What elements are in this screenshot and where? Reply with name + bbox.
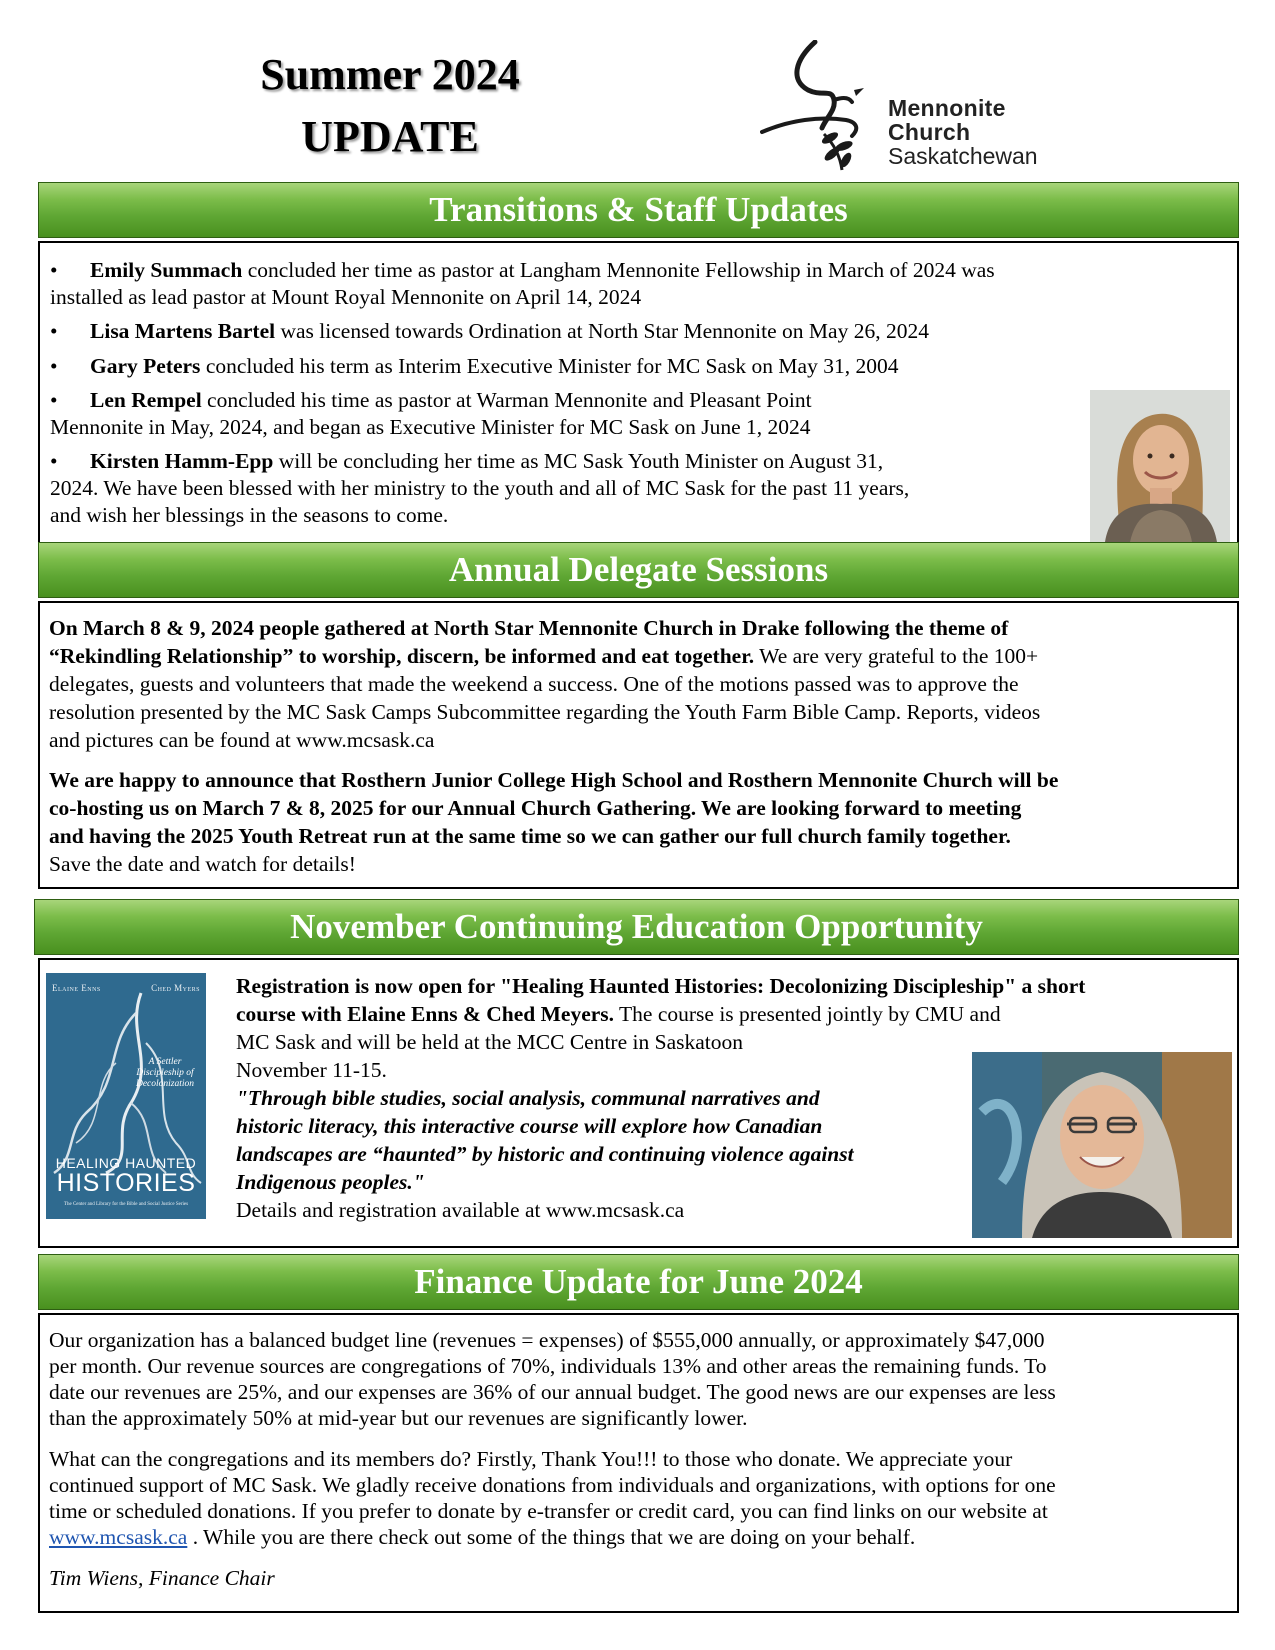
delegate-p1-line-2: “Rekindling Relationship” to worship, discern, be informed and eat together. We are very grateful to the 100+ bbox=[49, 644, 1039, 668]
finance-p1-line-1: Our organization has a balanced budget line (revenues = expenses) of $555,000 annually, or approximately $47,000 bbox=[49, 1328, 1045, 1352]
logo-wordmark bbox=[888, 96, 1038, 168]
transition-item-5: • Kirsten Hamm-Epp will be concluding her time as MC Sask Youth Minister on August 31, bbox=[50, 449, 884, 473]
delegate-p1-line-5: and pictures can be found at www.mcsask.ca bbox=[49, 728, 435, 752]
delegate-p2-line-2: co-hosting us on March 7 & 8, 2025 for our Annual Church Gathering. We are looking forward to meeting bbox=[49, 796, 1022, 820]
page-title bbox=[200, 44, 580, 168]
delegate-p1-line-3: delegates, guests and volunteers that made the weekend a success. One of the motions passed was to approve the bbox=[49, 672, 1019, 696]
delegate-p2-line-4: Save the date and watch for details! bbox=[49, 852, 356, 876]
education-quote-line-4: Indigenous peoples." bbox=[236, 1170, 425, 1194]
transition-item-5-line-2: 2024. We have been blessed with her ministry to the youth and all of MC Sask for the past 11 years, bbox=[50, 476, 910, 500]
title-line-2: UPDATE bbox=[301, 112, 479, 161]
finance-p2-line-3: time or scheduled donations. If you prefer to donate by e-transfer or credit card, you can find links on our website at bbox=[49, 1499, 1048, 1523]
elaine-enns-photo bbox=[972, 1052, 1232, 1238]
mcsask-website-link[interactable]: www.mcsask.ca bbox=[49, 1525, 188, 1549]
transition-item-3: • Gary Peters concluded his term as Interim Executive Minister for MC Sask on May 31, 2004 bbox=[50, 354, 899, 378]
book-title-1: HEALING HAUNTED bbox=[55, 1155, 197, 1171]
finance-box bbox=[38, 1313, 1239, 1613]
finance-p1-line-4: than the approximately 50% at mid-year but our revenues are significantly lower. bbox=[49, 1406, 748, 1430]
section-heading-finance: Finance Update for June 2024 bbox=[38, 1254, 1239, 1310]
delegate-p1-line-1: On March 8 & 9, 2024 people gathered at North Star Mennonite Church in Drake following the theme of bbox=[49, 616, 1009, 640]
transition-item-2: • Lisa Martens Bartel was licensed towards Ordination at North Star Mennonite on May 26, 2024 bbox=[50, 319, 929, 343]
mc-sask-logo bbox=[760, 40, 1040, 175]
finance-signature: Tim Wiens, Finance Chair bbox=[49, 1566, 275, 1590]
education-quote-line-2: historic literacy, this interactive course will explore how Canadian bbox=[236, 1114, 823, 1138]
education-quote-line-1: "Through bible studies, social analysis, communal narratives and bbox=[236, 1086, 820, 1110]
education-line-2: course with Elaine Enns & Ched Meyers. The course is presented jointly by CMU and bbox=[236, 1002, 1001, 1026]
delegate-p1-line-4: resolution presented by the MC Sask Camps Subcommittee regarding the Youth Farm Bible Camp. Reports, videos bbox=[49, 700, 1041, 724]
finance-p2-line-2: continued support of MC Sask. We gladly receive donations from individuals and organizations, with options for one bbox=[49, 1473, 1056, 1497]
book-author-2: Ched Myers bbox=[151, 983, 200, 993]
transition-item-1: • Emily Summach concluded her time as pastor at Langham Mennonite Fellowship in March of 2024 was bbox=[50, 258, 995, 282]
finance-p1-line-3: date our revenues are 25%, and our expenses are 36% of our annual budget. The good news are our expenses are less bbox=[49, 1380, 1056, 1404]
section-heading-education: November Continuing Education Opportunity bbox=[34, 899, 1239, 955]
education-line-3: MC Sask and will be held at the MCC Centre in Saskatoon bbox=[236, 1030, 743, 1054]
section-heading-delegate: Annual Delegate Sessions bbox=[38, 542, 1239, 598]
logo-line-1: Mennonite bbox=[888, 95, 1006, 121]
delegate-box bbox=[38, 601, 1239, 889]
finance-p1-line-2: per month. Our revenue sources are congregations of 70%, individuals 13% and other areas the remaining funds. To bbox=[49, 1354, 1047, 1378]
transition-item-4-line-2: Mennonite in May, 2024, and began as Executive Minister for MC Sask on June 1, 2024 bbox=[50, 415, 811, 439]
book-footer: The Center and Library for the Bible and Social Justice Series bbox=[63, 1202, 189, 1207]
delegate-p2-line-3: and having the 2025 Youth Retreat run at the same time so we can gather our full church family together. bbox=[49, 824, 1011, 848]
transitions-box bbox=[38, 241, 1239, 547]
dove-icon bbox=[760, 40, 890, 175]
finance-p2-line-1: What can the congregations and its members do? Firstly, Thank You!!! to those who donate. We appreciate your bbox=[49, 1447, 1013, 1471]
book-subtitle: A Settler Discipleship of Decolonization bbox=[135, 1057, 195, 1089]
education-box bbox=[38, 958, 1239, 1248]
transition-item-1-line-2: installed as lead pastor at Mount Royal Mennonite on April 14, 2024 bbox=[50, 285, 642, 309]
book-title-2: HISTORIES bbox=[56, 1169, 196, 1197]
kirsten-hamm-epp-photo bbox=[1090, 390, 1230, 542]
finance-p2-line-4: www.mcsask.ca . While you are there check out some of the things that we are doing on your behalf. bbox=[49, 1525, 916, 1549]
delegate-p2-line-1: We are happy to announce that Rosthern Junior College High School and Rosthern Mennonite Church will be bbox=[49, 768, 1059, 792]
education-quote-line-3: landscapes are “haunted” by historic and continuing violence against bbox=[236, 1142, 854, 1166]
education-line-1: Registration is now open for "Healing Haunted Histories: Decolonizing Discipleship" a short bbox=[236, 974, 1086, 998]
transition-item-4: • Len Rempel concluded his time as pastor at Warman Mennonite and Pleasant Point bbox=[50, 388, 812, 412]
title-line-1: Summer 2024 bbox=[260, 50, 520, 99]
transition-item-5-line-3: and wish her blessings in the seasons to come. bbox=[50, 503, 449, 527]
book-author-1: Elaine Enns bbox=[52, 983, 101, 993]
logo-line-3: Saskatchewan bbox=[888, 143, 1038, 169]
education-details-line: Details and registration available at www.mcsask.ca bbox=[236, 1198, 685, 1222]
section-heading-transitions: Transitions & Staff Updates bbox=[38, 182, 1239, 238]
education-line-4: November 11-15. bbox=[236, 1058, 387, 1082]
healing-haunted-histories-book-cover bbox=[46, 973, 206, 1219]
logo-line-2: Church bbox=[888, 119, 971, 145]
